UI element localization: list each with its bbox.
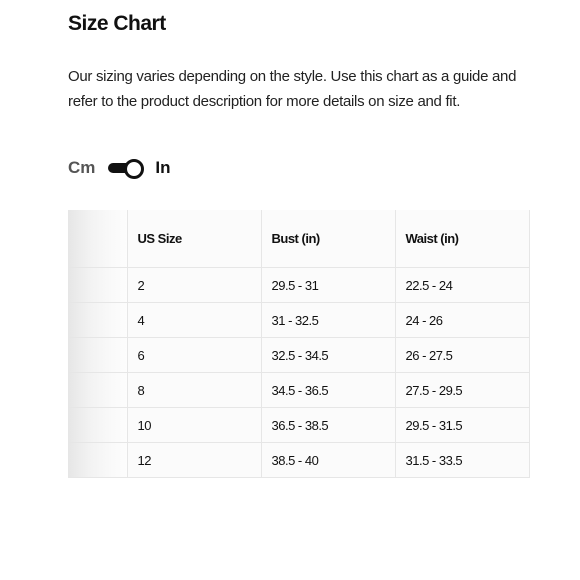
size-table-container (68, 210, 529, 478)
table-blank-cell (68, 373, 127, 408)
header-bust: Bust (in) (261, 210, 395, 268)
cell-bust: 31 - 32.5 (261, 303, 395, 338)
size-table (68, 210, 530, 478)
table-blank-cell (68, 443, 127, 478)
cell-waist: 24 - 26 (395, 303, 529, 338)
cell-bust: 29.5 - 31 (261, 268, 395, 303)
cell-bust: 36.5 - 38.5 (261, 408, 395, 443)
cell-bust: 34.5 - 36.5 (261, 373, 395, 408)
table-row (68, 373, 529, 408)
table-blank-cell (68, 268, 127, 303)
table-blank-cell (68, 303, 127, 338)
cell-us-size: 2 (127, 268, 261, 303)
unit-switch[interactable] (108, 161, 144, 175)
page-title: Size Chart (68, 12, 166, 35)
table-row (68, 408, 529, 443)
table-row (68, 443, 529, 478)
cell-us-size: 6 (127, 338, 261, 373)
cell-bust: 38.5 - 40 (261, 443, 395, 478)
table-blank-cell (68, 210, 127, 268)
size-chart-description: Our sizing varies depending on the style. Use this chart as a guide and refer to the product description for more details on size and fit. (68, 68, 517, 110)
cell-waist: 31.5 - 33.5 (395, 443, 529, 478)
header-waist: Waist (in) (395, 210, 529, 268)
cell-us-size: 4 (127, 303, 261, 338)
header-us-size: US Size (127, 210, 261, 268)
cell-waist: 26 - 27.5 (395, 338, 529, 373)
cell-waist: 27.5 - 29.5 (395, 373, 529, 408)
table-row (68, 268, 529, 303)
cell-us-size: 10 (127, 408, 261, 443)
cell-waist: 22.5 - 24 (395, 268, 529, 303)
unit-label-cm[interactable]: Cm (68, 158, 96, 177)
table-header-row (68, 210, 529, 268)
unit-toggle (68, 156, 171, 180)
table-blank-cell (68, 408, 127, 443)
cell-us-size: 12 (127, 443, 261, 478)
table-blank-cell (68, 338, 127, 373)
table-row (68, 338, 529, 373)
unit-switch-knob (124, 159, 144, 179)
table-row (68, 303, 529, 338)
unit-label-in[interactable]: In (155, 158, 171, 177)
cell-bust: 32.5 - 34.5 (261, 338, 395, 373)
cell-us-size: 8 (127, 373, 261, 408)
cell-waist: 29.5 - 31.5 (395, 408, 529, 443)
